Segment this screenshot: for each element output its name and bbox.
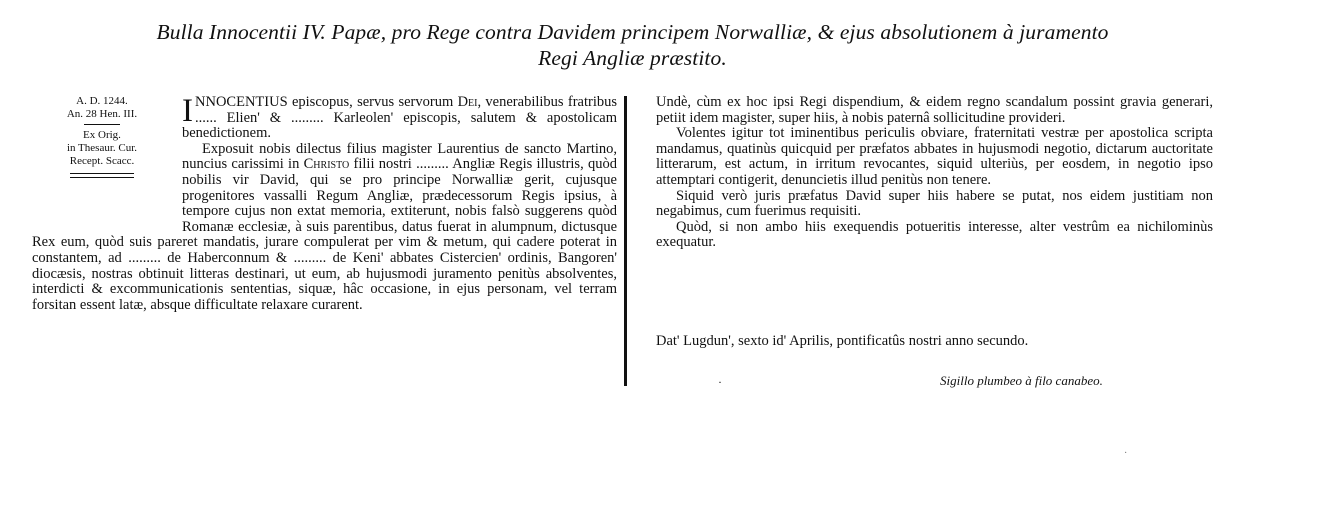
column-divider	[624, 96, 627, 386]
margin-date: A. D. 1244.	[76, 95, 128, 107]
margin-rule	[84, 124, 120, 125]
margin-source-3: Recept. Scacc.	[69, 155, 135, 167]
margin-source-2: in Thesaur. Cur.	[66, 142, 138, 154]
margin-note	[48, 95, 156, 178]
narrative-text-b: filii nostri ......... Angliæ Regis illustris, quòd nobilis vir David, qui se pro principe Norwalliæ gerit, cujusque progenitores vassalli Regum Angliæ, prædecessorum Regis ipsius, à tempore cujus non extat memoria, extiterunt, nobis falsò suggerens quòd Romanæ ecclesiæ, à suis parentibus, datus fuerat in alumpnum, dictusque Rex eum, quòd suis pareret mandatis, jurare compulerat per vim & metum, qui cadere poterat in constantem, ad ......... de Haberconnum & ......... de Keni' abbates Cistercien' ordinis, Bangoren' diocæsis, nostras obtinuit litteras destinari, ut eum, ab hujusmodi juramento penitùs absolventes, interdicti & excommunicationis sententias, siquæ, hâc occasione, in ejus personam, vel terram forsitan essent latæ, absque difficultate relaxare curarent.	[32, 156, 617, 313]
right-column	[656, 95, 1213, 251]
dei-small-caps: Dei	[457, 94, 478, 110]
dating-clause: Dat' Lugdun', sexto id' Aprilis, pontificatûs nostri anno secundo.	[656, 333, 1029, 349]
document-title-line-2: Regi Angliæ præstito.	[538, 46, 727, 70]
right-paragraph-1: Undè, cùm ex hoc ipsi Regi dispendium, & eidem regno scandalum possint gravia generari, petiit idem magister, super hiis, à nobis paternâ sollicitudine provideri.	[656, 94, 1213, 126]
margin-source-1: Ex Orig.	[83, 129, 121, 141]
right-paragraph-4: Quòd, si non ambo hiis exequendis potueritis interesse, alter vestrûm ea nichilominùs exequatur.	[656, 218, 1213, 251]
stray-dot-mark: ·	[1124, 448, 1128, 459]
margin-regnal-year: An. 28 Hen. III.	[66, 108, 138, 120]
seal-note: Sigillo plumbeo à filo canabeo.	[940, 373, 1103, 388]
right-paragraph-2: Volentes igitur tot iminentibus periculis obviare, fraternitati vestræ per apostolica scripta mandamus, quatinùs quicquid per præfatos abbates in hujusmodi negotio, dictarum auctoritate litterarum, est actum, in irritum revocantes, siquid ulteriùs, per eosdem, in negotio ipso attemptari contigerit, denuncietis illud penitùs non tenere.	[656, 125, 1213, 188]
seal-dot-mark: ·	[718, 375, 722, 389]
drop-cap: I	[182, 93, 193, 129]
narrative-text-a: Exposuit nobis dilectus filius magister Laurentius de sancto Martino, nuncius carissimi in	[182, 140, 617, 173]
margin-double-rule	[70, 173, 134, 178]
salutation-text-a: NNOCENTIUS episcopus, servus servorum	[195, 94, 458, 110]
salutation-text-b: , venerabilibus fratribus ...... Elien' & ......... Karleolen' episcopis, salutem & apostolicam benedictionem.	[182, 94, 617, 142]
right-paragraph-3: Siquid verò juris præfatus David super hiis habere se putat, nos eidem justitiam non negabimus, cum fuerimus requisiti.	[656, 187, 1213, 220]
christo-small-caps: Christo	[303, 156, 350, 173]
document-title-line-1: Bulla Innocentii IV. Papæ, pro Rege contra Davidem principem Norwalliæ, & ejus absolutionem à juramento	[156, 20, 1109, 44]
